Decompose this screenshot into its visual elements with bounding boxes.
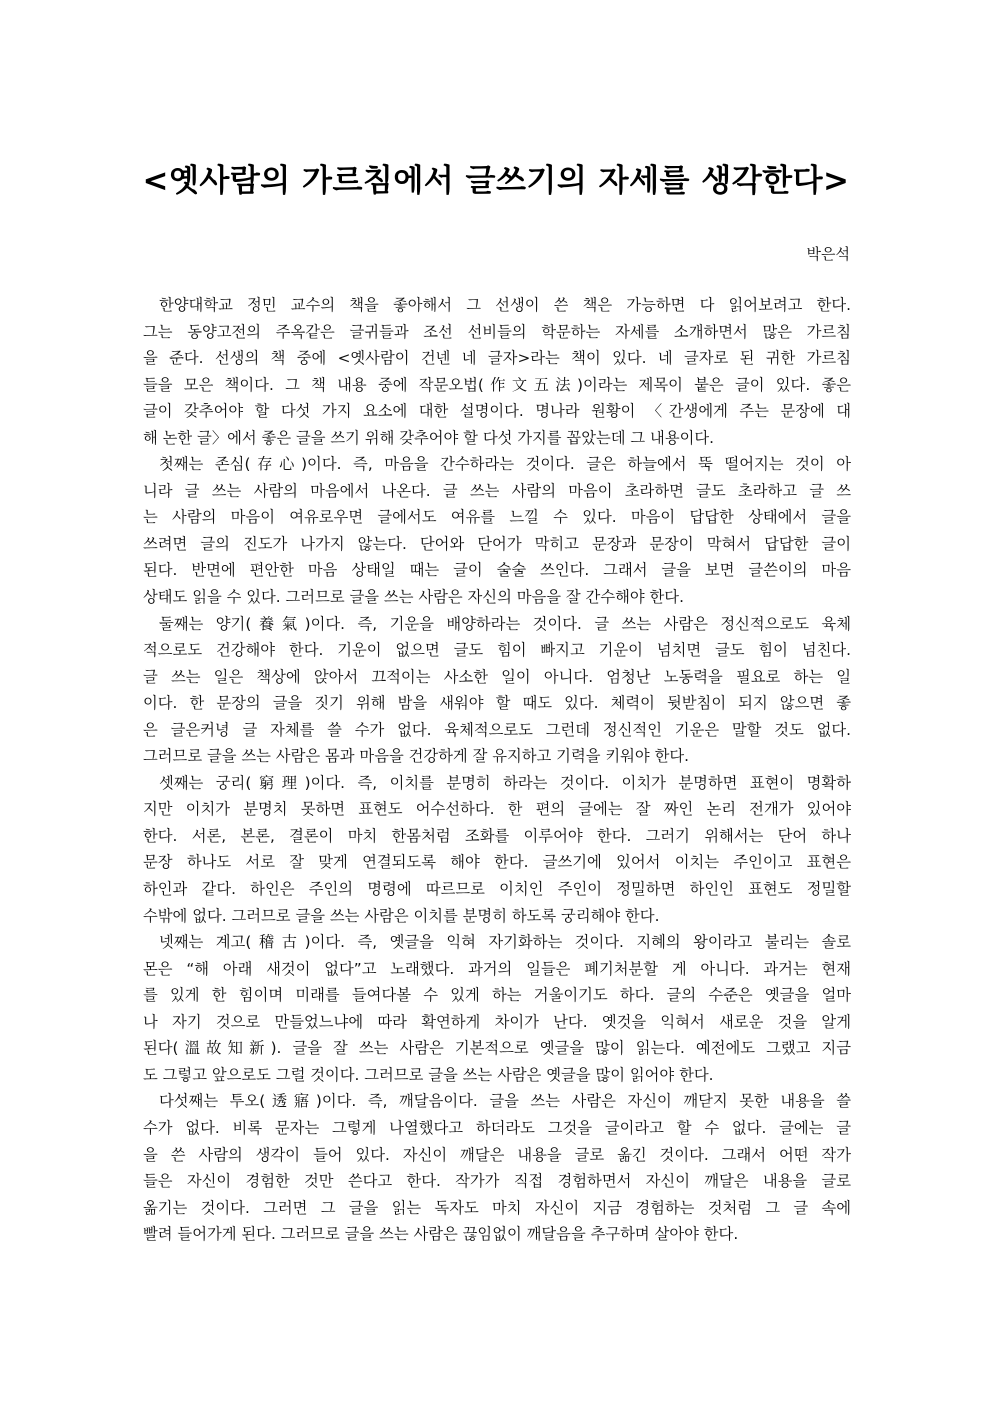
text-line: 된다(溫故知新). 글을 잘 쓰는 사람은 기본적으로 옛글을 많이 읽는다. 예전에도 그랬고 지금 (143, 1039, 851, 1058)
text-line: 된다. 반면에 편안한 마음 상태일 때는 글이 술술 쓰인다. 그래서 글을 보면 글쓴이의 마음 (143, 561, 851, 580)
text-line: 나 자기 것으로 만들었느냐에 따라 확연하게 차이가 난다. 옛것을 익혀서 새로운 것을 알게 (143, 1012, 851, 1031)
text-line: 한다. 서론, 본론, 결론이 마치 한몸처럼 조화를 이루어야 한다. 그러기 위해서는 단어 하나 (143, 826, 851, 845)
paragraph (143, 451, 851, 610)
text-line: 을 쓴 사람의 생각이 들어 있다. 자신이 깨달은 내용을 글로 옮긴 것이다. 그래서 어떤 작가 (143, 1145, 851, 1164)
text-line: 들을 모은 책이다. 그 책 내용 중에 작문오법(作文五法)이라는 제목이 붙은 글이 있다. 좋은 (143, 375, 851, 394)
text-line: 하인과 같다. 하인은 주인의 명령에 따르므로 이치인 주인이 정밀하면 하인인 표현도 정밀할 (143, 880, 851, 899)
text-line: 상태도 읽을 수 있다. 그러므로 글을 쓰는 사람은 자신의 마음을 잘 간수해야 한다. (143, 588, 684, 607)
paragraph (143, 770, 851, 929)
paragraph (143, 611, 851, 770)
text-line: 몬은 “해 아래 새것이 없다”고 노래했다. 과거의 일들은 폐기처분할 게 아니다. 과거는 현재 (143, 959, 851, 978)
paragraph (143, 929, 851, 1088)
text-line: 넷째는 계고(稽古)이다. 즉, 옛글을 익혀 자기화하는 것이다. 지혜의 왕이라고 불리는 솔로 (159, 933, 851, 952)
text-line: 은 글은커녕 글 자체를 쓸 수가 없다. 육체적으로도 그런데 정신적인 기운은 말할 것도 없다. (143, 720, 851, 739)
text-line: 그러므로 글을 쓰는 사람은 몸과 마음을 건강하게 잘 유지하고 기력을 키워야 한다. (143, 747, 689, 766)
text-line: 글이 갖추어야 할 다섯 가지 요소에 대한 설명이다. 명나라 원황이 〈간생에게 주는 문장에 대 (143, 402, 851, 421)
document-title: <옛사람의 가르침에서 글쓰기의 자세를 생각한다> (142, 163, 850, 199)
paragraph (143, 292, 851, 451)
text-line: 그는 동양고전의 주옥같은 글귀들과 조선 선비들의 학문하는 자세를 소개하면서 많은 가르침 (143, 322, 851, 341)
text-line: 적으로도 건강해야 한다. 기운이 없으면 글도 힘이 빠지고 기운이 넘치면 글도 힘이 넘친다. (143, 641, 851, 660)
text-line: 을 준다. 선생의 책 중에 <옛사람이 건넨 네 글자>라는 책이 있다. 네 글자로 된 귀한 가르침 (143, 349, 851, 368)
text-line: 는 사람의 마음이 여유로우면 글에서도 여유를 느낄 수 있다. 마음이 답답한 상태에서 글을 (143, 508, 851, 527)
author-name: 박은석 (806, 245, 850, 263)
text-line: 쓰려면 글의 진도가 나가지 않는다. 단어와 단어가 막히고 문장과 문장이 막혀서 답답한 글이 (143, 534, 851, 553)
text-line: 글 쓰는 일은 책상에 앉아서 끄적이는 사소한 일이 아니다. 엄청난 노동력을 필요로 하는 일 (143, 667, 851, 686)
text-line: 옮기는 것이다. 그러면 그 글을 읽는 독자도 마치 자신이 지금 경험하는 것처럼 그 글 속에 (143, 1198, 851, 1217)
text-line: 문장 하나도 서로 잘 맞게 연결되도록 해야 한다. 글쓰기에 있어서 이치는 주인이고 표현은 (143, 853, 851, 872)
text-line: 다섯째는 투오(透寤)이다. 즉, 깨달음이다. 글을 쓰는 사람은 자신이 깨닫지 못한 내용을 쓸 (159, 1092, 851, 1111)
text-line: 수가 없다. 비록 문자는 그렇게 나열했다고 하더라도 그것을 글이라고 할 수 없다. 글에는 글 (143, 1118, 851, 1137)
text-line: 한양대학교 정민 교수의 책을 좋아해서 그 선생이 쓴 책은 가능하면 다 읽어보려고 한다. (159, 296, 851, 314)
text-line: 셋째는 궁리(窮理)이다. 즉, 이치를 분명히 하라는 것이다. 이치가 분명하면 표현이 명확하 (159, 773, 851, 792)
text-line: 이다. 한 문장의 글을 짓기 위해 밤을 새워야 할 때도 있다. 체력이 뒷받침이 되지 않으면 좋 (143, 694, 851, 713)
text-line: 도 그렇고 앞으로도 그럴 것이다. 그러므로 글을 쓰는 사람은 옛글을 많이 읽어야 한다. (143, 1065, 714, 1084)
text-line: 해 논한 글〉에서 좋은 글을 쓰기 위해 갖추어야 할 다섯 가지를 꼽았는데 그 내용이다. (143, 428, 715, 447)
text-line: 첫째는 존심(存心)이다. 즉, 마음을 간수하라는 것이다. 글은 하늘에서 뚝 떨어지는 것이 아 (159, 455, 851, 474)
text-line: 지만 이치가 분명치 못하면 표현도 어수선하다. 한 편의 글에는 잘 짜인 논리 전개가 있어야 (143, 800, 851, 819)
text-line: 둘째는 양기(養氣)이다. 즉, 기운을 배양하라는 것이다. 글 쓰는 사람은 정신적으로도 육체 (159, 614, 851, 633)
paragraph (143, 1088, 851, 1247)
text-line: 들은 자신이 경험한 것만 쓴다고 한다. 작가가 직접 경험하면서 자신이 깨달은 내용을 글로 (143, 1172, 851, 1191)
document-body (143, 292, 851, 1248)
text-line: 니라 글 쓰는 사람의 마음에서 나온다. 글 쓰는 사람의 마음이 초라하면 글도 초라하고 글 쓰 (143, 481, 851, 500)
text-line: 빨려 들어가게 된다. 그러므로 글을 쓰는 사람은 끊임없이 깨달음을 추구하며 살아야 한다. (143, 1225, 739, 1244)
text-line: 를 있게 한 힘이며 미래를 들여다볼 수 있게 하는 거울이기도 하다. 글의 수준은 옛글을 얼마 (143, 986, 851, 1005)
text-line: 수밖에 없다. 그러므로 글을 쓰는 사람은 이치를 분명히 하도록 궁리해야 한다. (143, 906, 660, 925)
